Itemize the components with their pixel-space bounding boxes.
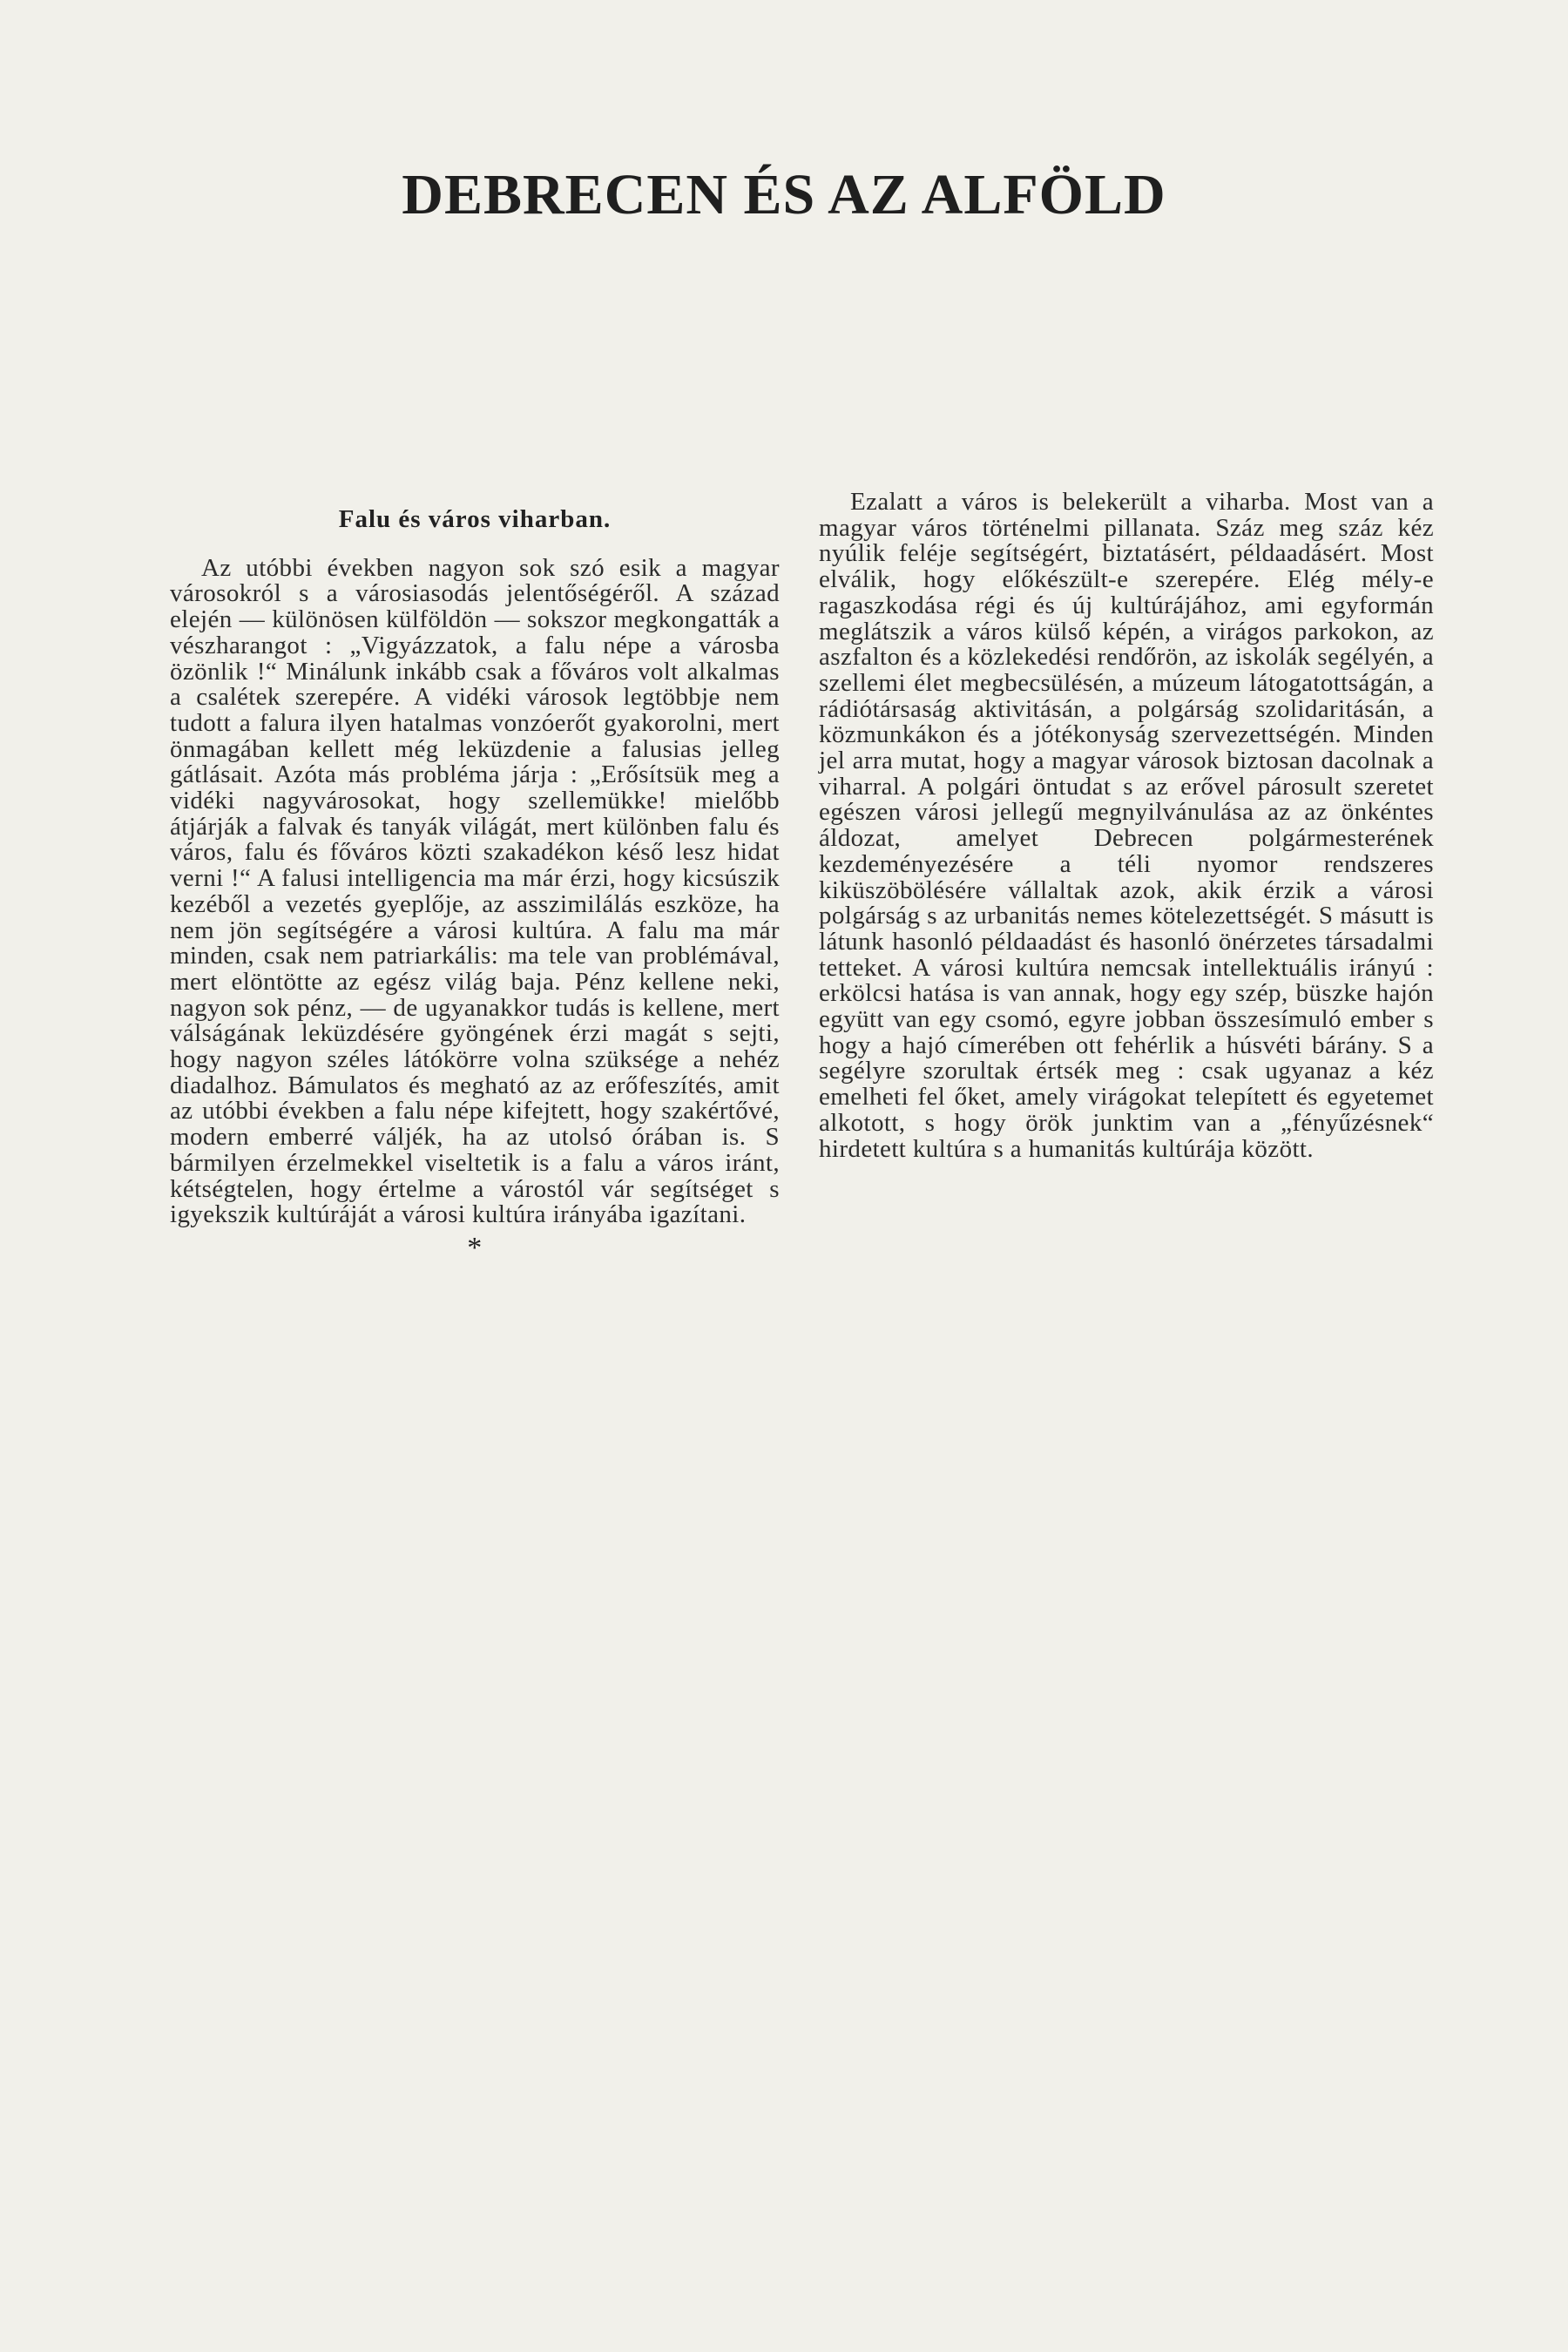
section-separator: *: [467, 1231, 483, 1264]
right-column: [819, 490, 1434, 1162]
left-column: [170, 490, 780, 1264]
left-paragraph: Az utóbbi években nagyon sok szó esik a magyar városokról s a városiasodás jelentőségéről. A század elején — különösen külföldön — sokszor megkongatták a vészharangot : „Vigyázzatok, a falu népe a városba özönlik !“ Minálunk inkább csak a főváros volt alkalmas a csalétek szerepére. A vidéki városok legtöbbje nem tudott a falura ilyen hatalmas vonzóerőt gyakorolni, mert önmagában kellett még leküzdenie a falusias jelleg gátlásait. Azóta más probléma járja : „Erősítsük meg a vidéki nagyvárosokat, hogy szellemükke! mielőbb átjárják a falvak és tanyák világát, mert különben falu és város, falu és főváros közti szakadékon késő lesz hidat verni !“ A falusi intelligencia ma már érzi, hogy kicsúszik kezéből a vezetés gyeplője, az asszimilálás eszköze, ha nem jön segítségére a városi kultúra. A falu ma már minden, csak nem patriarkális: ma tele van problémával, mert elöntötte az egész világ baja. Pénz kellene neki, nagyon sok pénz, — de ugyanakkor tudás is kellene, mert válságának leküzdésére gyöngének érzi magát s sejti, hogy nagyon széles látókörre volna szüksége a nehéz diadalhoz. Bámulatos és megható az az erőfeszítés, amit az utóbbi években a falu népe kifejtett, hogy szakértővé, modern emberré váljék, ha az utolsó órában is. S bármilyen érzelmekkel viseltetik is a falu a város iránt, kétségtelen, hogy értelme a várostól vár segítséget s igyekszik kultúráját a városi kultúra irányába igazítani.: [170, 553, 780, 1229]
page-title: DEBRECEN ÉS AZ ALFÖLD: [402, 163, 1166, 226]
right-paragraph: Ezalatt a város is belekerült a viharba. Most van a magyar város történelmi pillanata. Száz meg száz kéz nyúlik feléje segítségért, biztatásért, példaadásért. Most elválik, hogy előkészült-e szerepére. Elég mély-e ragaszkodása régi és új kultúrájához, ami egyformán meglátszik a város külső képén, a virágos parkokon, az aszfalton és a közlekedési rendőrön, az iskolák segélyén, a szellemi élet megbecsülésén, a múzeum látogatottságán, a rádiótársaság aktivitásán, a polgárság szolidaritásán, a közmunkákon és a jótékonyság szervezettségén. Minden jel arra mutat, hogy a magyar városok biztosan dacolnak a viharral. A polgári öntudat s az erővel párosult szeretet egészen városi jellegű megnyilvánulása az az önkéntes áldozat, amelyet Debrecen polgármesterének kezdeményezésére a téli nyomor rendszeres kiküszöbölésére vállaltak azok, akik érzik a városi polgárság s az urbanitás nemes kötelezettségét. S másutt is látunk hasonló példaadást és hasonló önérzetes társadalmi tetteket. A városi kultúra nemcsak intellektuális irányú : erkölcsi hatása is van annak, hogy egy szép, büszke hajón együtt van egy csomó, egyre jobban összesímuló ember s hogy a hajó címerében ott fehérlik a húsvéti bárány. S a segélyre szorultak értsék meg : csak ugyanaz a kéz emelheti fel őket, amely virágokat telepített és egyetemet alkotott, s hogy örök junktim van a „fényűzésnek“ hirdetett kultúra s a humanitás kultúrája között.: [819, 488, 1434, 1163]
section-heading: Falu és város viharban.: [338, 505, 612, 533]
